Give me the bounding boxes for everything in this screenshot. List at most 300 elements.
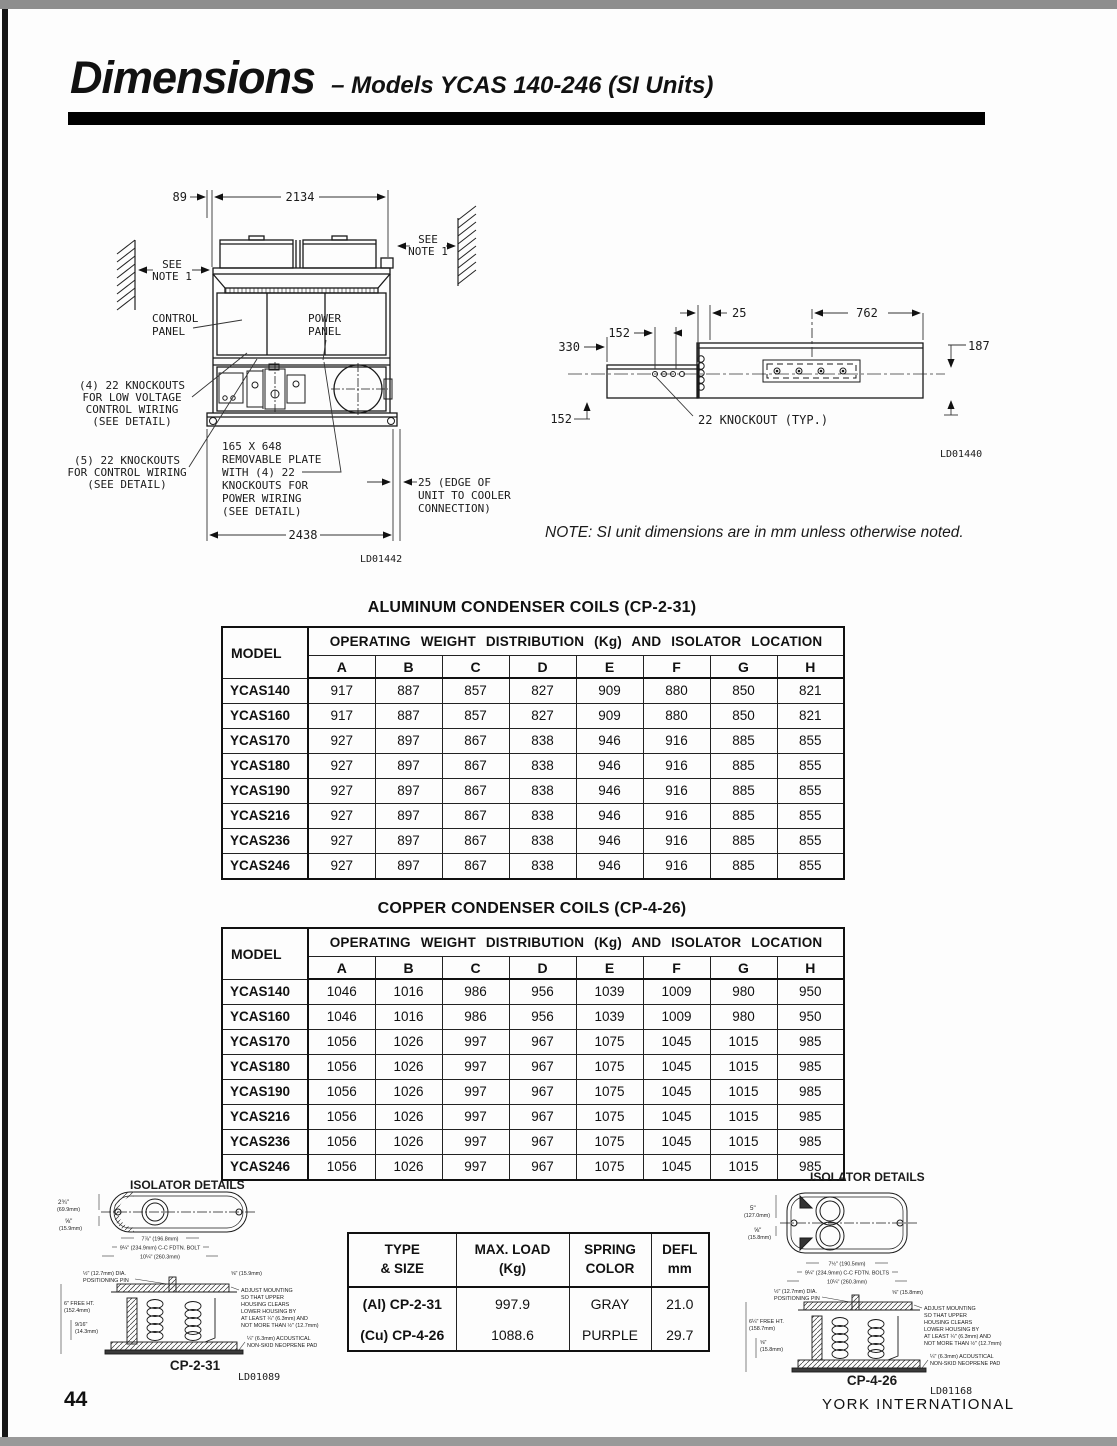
- column-header: F: [643, 656, 710, 679]
- weight-cell: 887: [375, 678, 442, 704]
- iso-r-dim-height-2: (127.0mm): [744, 1213, 771, 1219]
- see-note-left-1: SEE: [162, 258, 182, 271]
- column-header: F: [643, 957, 710, 980]
- weight-cell: 1045: [643, 1055, 710, 1080]
- weight-cell: 1045: [643, 1155, 710, 1181]
- weight-cell: 916: [643, 854, 710, 880]
- table-row: [222, 829, 844, 854]
- iso-value-cell: PURPLE: [569, 1319, 651, 1351]
- weight-cell: 916: [643, 754, 710, 779]
- model-cell: YCAS140: [222, 678, 308, 704]
- wall-hatch-right: [458, 206, 476, 286]
- weight-cell: 1026: [375, 1105, 442, 1130]
- isolator-top-view: [101, 1192, 257, 1232]
- weight-cell: 916: [643, 829, 710, 854]
- weight-cell: 1015: [710, 1130, 777, 1155]
- weight-cell: 980: [710, 979, 777, 1005]
- weight-cell: 946: [576, 779, 643, 804]
- iso-l-dim-top-right: ⅝" (15.9mm): [231, 1271, 262, 1277]
- publisher-footer: YORK INTERNATIONAL: [822, 1396, 1015, 1413]
- weight-cell: 1015: [710, 1030, 777, 1055]
- iso-r-pin-leader: [822, 1297, 850, 1302]
- isolator-details-header-right: ISOLATOR DETAILS: [810, 1170, 925, 1184]
- svg-text:AT LEAST ¼" (6.3mm) AND: AT LEAST ¼" (6.3mm) AND: [924, 1334, 991, 1340]
- weight-cell: 1075: [576, 1105, 643, 1130]
- iso-header-cell: [348, 1233, 456, 1287]
- weight-cell: 1046: [308, 979, 375, 1005]
- weight-cell: 1026: [375, 1130, 442, 1155]
- iso-header-line: COLOR: [585, 1261, 635, 1276]
- iso-l-pin-leader: [135, 1279, 167, 1284]
- weight-cell: 956: [509, 979, 576, 1005]
- weight-cell: 950: [777, 1005, 844, 1030]
- svg-text:LOWER HOUSING BY: LOWER HOUSING BY: [924, 1327, 980, 1333]
- column-header: B: [375, 656, 442, 679]
- drawing-code-ld01440: LD01440: [940, 449, 983, 460]
- model-cell: YCAS236: [222, 1130, 308, 1155]
- iso-r-dim-w2: 9¼" (234.9mm) C-C FDTN. BOLTS: [804, 1270, 890, 1277]
- iso-r-pad-note: [922, 1354, 1000, 1368]
- model-cell: YCAS140: [222, 979, 308, 1005]
- isolator-detail-cp426: [742, 1168, 1072, 1396]
- iso-header-line: (Kg): [499, 1261, 526, 1276]
- weight-cell: 927: [308, 854, 375, 880]
- model-cell: YCAS170: [222, 1030, 308, 1055]
- weight-cell: 867: [442, 829, 509, 854]
- weight-cell: 1015: [710, 1055, 777, 1080]
- weight-cell: 1075: [576, 1155, 643, 1181]
- see-note-left-2: NOTE 1: [152, 270, 192, 283]
- weight-cell: 1039: [576, 979, 643, 1005]
- iso-type-cell: (Al) CP-2-31: [348, 1287, 456, 1319]
- weight-cell: 997: [442, 1030, 509, 1055]
- table-row: [222, 1130, 844, 1155]
- weight-cell: 909: [576, 678, 643, 704]
- weight-cell: 885: [710, 754, 777, 779]
- iso-l-pin-2: POSITIONING PIN: [83, 1278, 129, 1284]
- svg-text:HOUSING CLEARS: HOUSING CLEARS: [241, 1302, 290, 1308]
- model-cell: YCAS170: [222, 729, 308, 754]
- iso-r-dim-small-1: ⅝": [760, 1340, 767, 1346]
- iso-l-pad-note: [239, 1336, 317, 1350]
- weight-cell: 1039: [576, 1005, 643, 1030]
- weight-cell: 997: [442, 1055, 509, 1080]
- header-row: [222, 627, 844, 656]
- svg-text:(4) 22 KNOCKOUTS: (4) 22 KNOCKOUTS: [79, 379, 185, 392]
- table-row: [222, 1080, 844, 1105]
- front-view-drawing: [60, 170, 520, 570]
- weight-cell: 897: [375, 829, 442, 854]
- dim-152-bottom: 152: [550, 412, 572, 426]
- weight-cell: 1056: [308, 1030, 375, 1055]
- dim-152-top: 152: [608, 326, 630, 340]
- weight-cell: 897: [375, 729, 442, 754]
- weight-cell: 986: [442, 979, 509, 1005]
- weight-cell: 897: [375, 804, 442, 829]
- weight-cell: 1045: [643, 1130, 710, 1155]
- weight-cell: 1056: [308, 1105, 375, 1130]
- weight-cell: 1075: [576, 1080, 643, 1105]
- weight-cell: 1056: [308, 1155, 375, 1181]
- svg-text:REMOVABLE PLATE: REMOVABLE PLATE: [222, 453, 322, 466]
- power-panel-2: PANEL: [308, 325, 342, 338]
- weight-cell: 1046: [308, 1005, 375, 1030]
- weight-cell: 897: [375, 754, 442, 779]
- scan-border-left: [2, 9, 8, 1437]
- iso-l-dim-offset-1: ⅝": [65, 1218, 73, 1225]
- weight-cell: 1056: [308, 1130, 375, 1155]
- weight-cell: 946: [576, 854, 643, 880]
- table-row: [222, 678, 844, 704]
- iso-l-dim-offset-2: (15.9mm): [59, 1226, 83, 1232]
- model-cell: YCAS246: [222, 854, 308, 880]
- svg-text:¼" (6.3mm) ACOUSTICAL: ¼" (6.3mm) ACOUSTICAL: [247, 1336, 311, 1342]
- isolator-details-header-left: ISOLATOR DETAILS: [130, 1180, 245, 1192]
- weight-cell: 1026: [375, 1030, 442, 1055]
- weight-cell: 838: [509, 729, 576, 754]
- weight-cell: 838: [509, 754, 576, 779]
- mounting-plate: [763, 360, 860, 382]
- isolator-side-view-r: [792, 1295, 926, 1372]
- weight-cell: 1045: [643, 1105, 710, 1130]
- weight-cell: 997: [442, 1130, 509, 1155]
- weight-cell: 850: [710, 704, 777, 729]
- iso-header-row: [348, 1233, 709, 1287]
- isolator-side-view: [105, 1277, 243, 1354]
- table-row: [222, 1005, 844, 1030]
- iso-type-cell: (Cu) CP-4-26: [348, 1319, 456, 1351]
- weight-cell: 1075: [576, 1030, 643, 1055]
- model-header: MODEL: [222, 627, 308, 678]
- weight-cell: 1026: [375, 1055, 442, 1080]
- iso-r-width-dim-lines: [776, 1195, 907, 1281]
- aluminum-coils-section: [221, 599, 843, 880]
- side-view-drawing: [530, 285, 1000, 465]
- weight-cell: 967: [509, 1080, 576, 1105]
- dim-2134: 2134: [285, 190, 315, 204]
- base-rail-outline: [607, 343, 923, 398]
- page-title: [70, 52, 713, 104]
- iso-r-dim-offset-2: (15.8mm): [748, 1235, 772, 1241]
- weight-cell: 897: [375, 854, 442, 880]
- iso-l-adjust-note: [231, 1287, 319, 1329]
- machinery-detail: [210, 362, 395, 425]
- svg-text:(SEE DETAIL): (SEE DETAIL): [92, 415, 172, 428]
- weight-cell: 855: [777, 829, 844, 854]
- edge-note: [418, 476, 511, 515]
- weight-cell: 850: [710, 678, 777, 704]
- weight-cell: 867: [442, 729, 509, 754]
- weight-cell: 927: [308, 754, 375, 779]
- svg-text:ADJUST MOUNTING: ADJUST MOUNTING: [924, 1306, 976, 1312]
- svg-text:CONNECTION): CONNECTION): [418, 502, 491, 515]
- model-cell: YCAS190: [222, 779, 308, 804]
- table-row: [222, 1030, 844, 1055]
- weight-cell: 967: [509, 1030, 576, 1055]
- weight-cell: 1015: [710, 1105, 777, 1130]
- weight-cell: 1009: [643, 1005, 710, 1030]
- iso-r-free-ht-1: 6¼" FREE HT.: [749, 1319, 784, 1325]
- weight-cell: 821: [777, 704, 844, 729]
- weight-cell: 1045: [643, 1030, 710, 1055]
- model-cell: YCAS216: [222, 1105, 308, 1130]
- isolator-selection-table: [347, 1232, 710, 1352]
- iso-value-cell: 1088.6: [456, 1319, 569, 1351]
- iso-value-cell: 997.9: [456, 1287, 569, 1319]
- column-header: G: [710, 957, 777, 980]
- iso-r-dim-height-1: 5": [750, 1205, 756, 1212]
- drawing-code-ld01168: LD01168: [930, 1386, 973, 1396]
- iso-header-cell: [456, 1233, 569, 1287]
- column-header: H: [777, 957, 844, 980]
- model-cell: YCAS190: [222, 1080, 308, 1105]
- weight-cell: 916: [643, 729, 710, 754]
- svg-text:KNOCKOUTS FOR: KNOCKOUTS FOR: [222, 479, 309, 492]
- column-header: E: [576, 957, 643, 980]
- power-panel-1: POWER: [308, 312, 342, 325]
- weight-cell: 927: [308, 804, 375, 829]
- weight-cell: 867: [442, 804, 509, 829]
- weight-cell: 997: [442, 1080, 509, 1105]
- weight-cell: 857: [442, 678, 509, 704]
- weight-cell: 1056: [308, 1080, 375, 1105]
- weight-cell: 855: [777, 779, 844, 804]
- model-cell: YCAS160: [222, 704, 308, 729]
- control-panel-2: PANEL: [152, 325, 186, 338]
- table-row: [222, 779, 844, 804]
- iso-r-dim-w1: 7½" (190.5mm): [828, 1261, 866, 1268]
- weight-cell: 885: [710, 804, 777, 829]
- weight-cell: 1015: [710, 1080, 777, 1105]
- weight-cell: 855: [777, 754, 844, 779]
- weight-cell: 885: [710, 854, 777, 880]
- weight-cell: 1045: [643, 1080, 710, 1105]
- svg-text:AT LEAST ¼" (6.3mm) AND: AT LEAST ¼" (6.3mm) AND: [241, 1316, 308, 1322]
- weight-cell: 827: [509, 704, 576, 729]
- weight-cell: 927: [308, 779, 375, 804]
- svg-text:165 X 648: 165 X 648: [222, 440, 282, 453]
- iso-r-dim-top-right: ⅝" (15.8mm): [892, 1290, 923, 1296]
- dim-187: 187: [968, 339, 990, 353]
- weight-distribution-header: OPERATING WEIGHT DISTRIBUTION (Kg) AND ISOLATOR LOCATION: [308, 627, 844, 656]
- weight-cell: 880: [643, 678, 710, 704]
- iso-l-dim-small-1: 9/16": [75, 1322, 88, 1328]
- weight-cell: 867: [442, 854, 509, 880]
- scan-border-top: [0, 0, 1117, 9]
- iso-header-line: DEFL: [662, 1242, 698, 1258]
- iso-header-line: MAX. LOAD: [474, 1242, 551, 1258]
- table-row: [222, 1105, 844, 1130]
- weight-cell: 885: [710, 779, 777, 804]
- iso-header-cell: [651, 1233, 709, 1287]
- svg-text:NOT MORE THAN ½" (12.7mm): NOT MORE THAN ½" (12.7mm): [924, 1341, 1002, 1347]
- column-header: C: [442, 957, 509, 980]
- knockout-typ-label: 22 KNOCKOUT (TYP.): [698, 413, 829, 427]
- weight-cell: 946: [576, 829, 643, 854]
- iso-value-cell: 21.0: [651, 1287, 709, 1319]
- weight-cell: 1016: [375, 979, 442, 1005]
- weight-cell: 867: [442, 779, 509, 804]
- weight-cell: 857: [442, 704, 509, 729]
- svg-text:(SEE DETAIL): (SEE DETAIL): [87, 478, 167, 491]
- weight-cell: 950: [777, 979, 844, 1005]
- weight-cell: 821: [777, 678, 844, 704]
- aluminum-table-title: ALUMINUM CONDENSER COILS (CP-2-31): [367, 599, 697, 616]
- iso-header-line: & SIZE: [380, 1261, 424, 1276]
- svg-text:(SEE DETAIL): (SEE DETAIL): [222, 505, 302, 518]
- column-letters-row: [222, 656, 844, 679]
- wall-hatch-left: [117, 240, 135, 310]
- column-header: G: [710, 656, 777, 679]
- title-main: Dimensions: [70, 52, 316, 103]
- copper-table-title: COPPER CONDENSER COILS (CP-4-26): [377, 900, 687, 917]
- iso-value-cell: 29.7: [651, 1319, 709, 1351]
- iso-l-dim-w2: 9¼" (234.9mm) C-C FDTN. BOLT: [119, 1245, 201, 1252]
- svg-text:FOR CONTROL WIRING: FOR CONTROL WIRING: [67, 466, 187, 479]
- weight-cell: 1016: [375, 1005, 442, 1030]
- model-cell: YCAS246: [222, 1155, 308, 1181]
- caption-cp231: CP-2-31: [169, 1358, 221, 1373]
- weight-cell: 980: [710, 1005, 777, 1030]
- header-row: [222, 928, 844, 957]
- weight-cell: 838: [509, 779, 576, 804]
- weight-cell: 1026: [375, 1155, 442, 1181]
- weight-cell: 887: [375, 704, 442, 729]
- svg-text:NOT MORE THAN ½" (12.7mm): NOT MORE THAN ½" (12.7mm): [241, 1323, 319, 1329]
- see-note-right-1: SEE: [418, 233, 438, 246]
- title-rule: [68, 112, 985, 125]
- iso-l-pin-1: ½" (12.7mm) DIA.: [83, 1271, 126, 1277]
- svg-text:ADJUST MOUNTING: ADJUST MOUNTING: [241, 1288, 293, 1294]
- iso-r-free-ht-2: (158.7mm): [749, 1326, 776, 1332]
- weight-cell: 986: [442, 1005, 509, 1030]
- iso-r-dim-small-2: (15.8mm): [760, 1347, 784, 1353]
- weight-cell: 1056: [308, 1055, 375, 1080]
- svg-text:POWER WIRING: POWER WIRING: [222, 492, 302, 505]
- iso-r-dim-offset-1: ⅝": [754, 1227, 762, 1234]
- weight-cell: 985: [777, 1055, 844, 1080]
- weight-cell: 838: [509, 829, 576, 854]
- table-row: [222, 804, 844, 829]
- isolator-top-view-r: [780, 1193, 917, 1253]
- table-row: [222, 979, 844, 1005]
- weight-cell: 967: [509, 1130, 576, 1155]
- iso-l-dim-height-2: (69.9mm): [57, 1207, 81, 1213]
- dim-762: 762: [856, 306, 878, 320]
- page-number: 44: [64, 1388, 88, 1411]
- column-letters-row: [222, 957, 844, 980]
- iso-header-line: mm: [667, 1261, 692, 1276]
- iso-l-dim-w3: 10¼" (260.3mm): [140, 1254, 180, 1261]
- table-row: [222, 854, 844, 880]
- weight-cell: 997: [442, 1155, 509, 1181]
- column-header: B: [375, 957, 442, 980]
- see-note-right-2: NOTE 1: [408, 245, 448, 258]
- svg-text:HOUSING CLEARS: HOUSING CLEARS: [924, 1320, 973, 1326]
- weight-cell: 827: [509, 678, 576, 704]
- weight-cell: 985: [777, 1155, 844, 1181]
- weight-cell: 1075: [576, 1055, 643, 1080]
- weight-distribution-header: OPERATING WEIGHT DISTRIBUTION (Kg) AND ISOLATOR LOCATION: [308, 928, 844, 957]
- weight-cell: 967: [509, 1155, 576, 1181]
- column-header: D: [509, 957, 576, 980]
- column-header: D: [509, 656, 576, 679]
- dim-25: 25: [732, 306, 747, 320]
- model-cell: YCAS236: [222, 829, 308, 854]
- weight-cell: 997: [442, 1105, 509, 1130]
- weight-cell: 917: [308, 678, 375, 704]
- weight-cell: 916: [643, 804, 710, 829]
- weight-cell: 927: [308, 729, 375, 754]
- svg-text:25 (EDGE OF: 25 (EDGE OF: [418, 476, 491, 489]
- iso-value-cell: GRAY: [569, 1287, 651, 1319]
- weight-cell: 946: [576, 754, 643, 779]
- iso-l-dim-small-2: (14.3mm): [75, 1329, 99, 1335]
- dim-89: 89: [172, 190, 187, 204]
- dim-330: 330: [558, 340, 580, 354]
- scan-border-bottom: [0, 1437, 1117, 1446]
- weight-cell: 885: [710, 729, 777, 754]
- svg-text:SO THAT UPPER: SO THAT UPPER: [924, 1313, 967, 1319]
- weight-cell: 885: [710, 829, 777, 854]
- column-header: C: [442, 656, 509, 679]
- isolator-detail-cp231: [55, 1180, 345, 1395]
- iso-l-dim-w1: 7⅞" (196.8mm): [141, 1236, 179, 1243]
- weight-cell: 880: [643, 704, 710, 729]
- iso-row: [348, 1319, 709, 1351]
- column-header: E: [576, 656, 643, 679]
- weight-cell: 985: [777, 1080, 844, 1105]
- svg-text:NON-SKID NEOPRENE PAD: NON-SKID NEOPRENE PAD: [930, 1361, 1001, 1367]
- iso-r-pin-2: POSITIONING PIN: [774, 1296, 820, 1302]
- weight-cell: 985: [777, 1030, 844, 1055]
- weight-cell: 956: [509, 1005, 576, 1030]
- column-header: A: [308, 957, 375, 980]
- iso-r-dim-w3: 10¼" (260.3mm): [827, 1279, 867, 1286]
- svg-text:SO THAT UPPER: SO THAT UPPER: [241, 1295, 284, 1301]
- column-header: A: [308, 656, 375, 679]
- weight-cell: 967: [509, 1105, 576, 1130]
- weight-cell: 985: [777, 1130, 844, 1155]
- title-sub: – Models YCAS 140-246 (SI Units): [331, 72, 714, 99]
- drawing-code-ld01442: LD01442: [360, 554, 403, 565]
- model-cell: YCAS160: [222, 1005, 308, 1030]
- iso-r-pin-1: ½" (12.7mm) DIA.: [774, 1289, 817, 1295]
- column-header: H: [777, 656, 844, 679]
- svg-text:(5) 22 KNOCKOUTS: (5) 22 KNOCKOUTS: [74, 454, 180, 467]
- weight-cell: 985: [777, 1105, 844, 1130]
- weight-cell: 1015: [710, 1155, 777, 1181]
- iso-row: [348, 1287, 709, 1319]
- dim-2438: 2438: [288, 528, 318, 542]
- side-dimensions: [574, 305, 966, 419]
- svg-text:NON-SKID NEOPRENE PAD: NON-SKID NEOPRENE PAD: [247, 1343, 318, 1349]
- weight-cell: 838: [509, 804, 576, 829]
- weight-cell: 917: [308, 704, 375, 729]
- iso-l-free-ht-2: (152.4mm): [64, 1308, 91, 1314]
- svg-text:WITH (4) 22: WITH (4) 22: [222, 466, 295, 479]
- iso-header-line: TYPE: [384, 1242, 420, 1258]
- weight-cell: 855: [777, 729, 844, 754]
- weight-cell: 1009: [643, 979, 710, 1005]
- table-row: [222, 704, 844, 729]
- iso-r-height-dims: [746, 1302, 756, 1372]
- weight-cell: 897: [375, 779, 442, 804]
- weight-cell: 967: [509, 1055, 576, 1080]
- model-cell: YCAS180: [222, 1055, 308, 1080]
- weight-cell: 838: [509, 854, 576, 880]
- table-row: [222, 1055, 844, 1080]
